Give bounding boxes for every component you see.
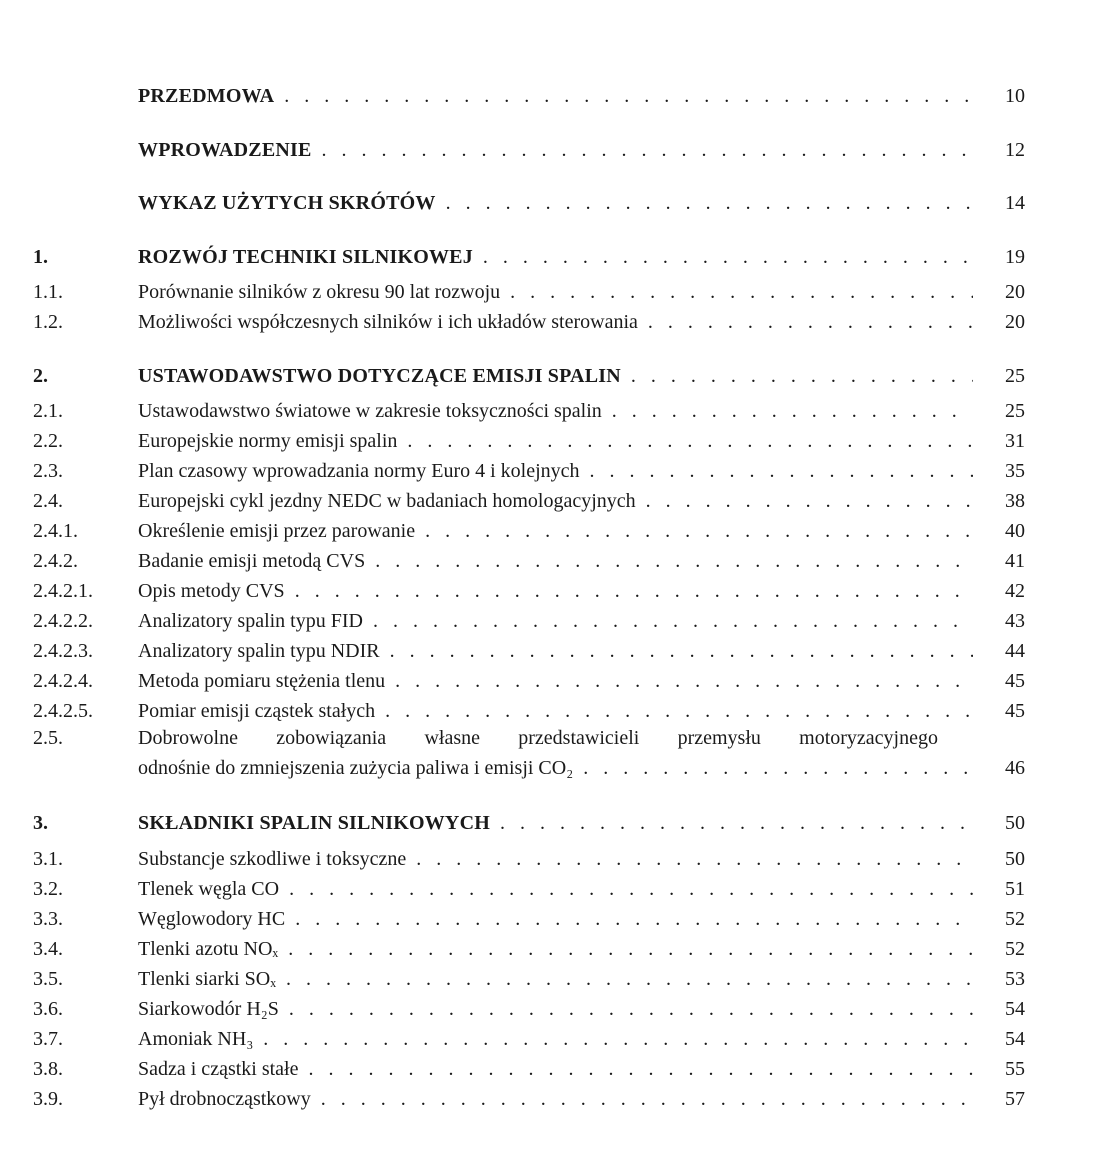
toc-entry [0,965,1098,993]
toc-number: 2. [33,365,48,387]
toc-title: Pył drobnocząstkowy . . . [138,1085,973,1113]
toc-number: 3.6. [33,998,63,1020]
toc-title: odnośnie do zmniejszenia zużycia paliwa i emisji CO₂ . . . [138,754,973,782]
toc-title: Tlenki azotu NOₓ . . . [138,935,973,963]
toc-entry-wykaz-skrotow [0,189,1098,217]
toc-number: 3.5. [33,968,63,990]
toc-title: Możliwości współczesnych silników i ich układów sterowania . . . [138,308,973,336]
toc-page-number: 38 [1005,490,1025,512]
toc-page-number: 52 [1005,938,1025,960]
toc-title: Analizatory spalin typu FID . . . [138,607,973,635]
toc-entry-przedmowa [0,82,1098,110]
toc-title: Tlenek węgla CO . . . [138,875,973,903]
toc-number: 3.1. [33,848,63,870]
toc-number: 2.4. [33,490,63,512]
toc-page-number: 50 [1005,812,1025,834]
toc-page-number: 35 [1005,460,1025,482]
toc-entry [0,667,1098,695]
toc-entry [0,697,1098,725]
toc-page-number: 42 [1005,580,1025,602]
toc-entry [0,487,1098,515]
toc-number: 2.3. [33,460,63,482]
toc-title: Badanie emisji metodą CVS . . . [138,547,973,575]
toc-entry [0,637,1098,665]
toc-title: SKŁADNIKI SPALIN SILNIKOWYCH . . . [138,809,973,837]
toc-number: 2.1. [33,400,63,422]
toc-title: Europejski cykl jezdny NEDC w badaniach homologacyjnych . . . [138,487,973,515]
toc-number: 1. [33,246,48,268]
toc-page-number: 40 [1005,520,1025,542]
toc-title: WYKAZ UŻYTYCH SKRÓTÓW . . . [138,189,973,217]
toc-entry [0,427,1098,455]
toc-entry [0,577,1098,605]
toc-chapter-3 [0,809,1098,837]
toc-title: Europejskie normy emisji spalin . . . [138,427,973,455]
toc-title: Opis metody CVS . . . [138,577,973,605]
toc-page-number: 54 [1005,1028,1025,1050]
toc-entry [0,905,1098,933]
toc-entry [0,607,1098,635]
toc-page-number: 41 [1005,550,1025,572]
toc-title: Dobrowolne zobowiązania własne przedstawicieli przemysłu motoryzacyjnego [138,727,938,749]
toc-number: 3.4. [33,938,63,960]
toc-title: Określenie emisji przez parowanie . . . [138,517,973,545]
toc-entry-wprowadzenie [0,136,1098,164]
toc-entry [0,724,1098,752]
toc-entry [0,547,1098,575]
toc-page-number: 46 [1005,757,1025,779]
toc-title: Amoniak NH₃ . . . [138,1025,973,1053]
toc-page-number: 25 [1005,365,1025,387]
toc-entry [0,845,1098,873]
toc-number: 3. [33,812,48,834]
toc-title: Pomiar emisji cząstek stałych . . . [138,697,973,725]
toc-number: 2.4.2.3. [33,640,93,662]
toc-number: 2.4.1. [33,520,78,542]
toc-number: 3.8. [33,1058,63,1080]
toc-entry [0,397,1098,425]
toc-page-number: 31 [1005,430,1025,452]
toc-page-number: 55 [1005,1058,1025,1080]
toc-page-number: 50 [1005,848,1025,870]
toc-page-number: 45 [1005,700,1025,722]
toc-number: 2.5. [33,727,63,749]
toc-entry [0,995,1098,1023]
toc-title: Ustawodawstwo światowe w zakresie toksyczności spalin . . . [138,397,973,425]
toc-page-number: 20 [1005,281,1025,303]
toc-title: Plan czasowy wprowadzania normy Euro 4 i kolejnych . . . [138,457,973,485]
toc-entry [0,935,1098,963]
toc-title: Węglowodory HC . . . [138,905,973,933]
toc-number: 3.9. [33,1088,63,1110]
toc-number: 1.2. [33,311,63,333]
toc-number: 2.4.2.2. [33,610,93,632]
toc-page-number: 54 [1005,998,1025,1020]
toc-entry [0,875,1098,903]
toc-title: ROZWÓJ TECHNIKI SILNIKOWEJ . . . [138,243,973,271]
toc-entry [0,457,1098,485]
toc-entry [0,308,1098,336]
toc-page-number: 25 [1005,400,1025,422]
toc-title: Metoda pomiaru stężenia tlenu . . . [138,667,973,695]
toc-number: 1.1. [33,281,63,303]
toc-title: PRZEDMOWA . . . [138,82,973,110]
toc-number: 2.4.2. [33,550,78,572]
toc-page-number: 51 [1005,878,1025,900]
toc-page-number: 20 [1005,311,1025,333]
toc-number: 3.2. [33,878,63,900]
toc-title: USTAWODAWSTWO DOTYCZĄCE EMISJI SPALIN . . . [138,362,973,390]
toc-entry [0,1025,1098,1053]
toc-entry-continuation [0,754,1098,782]
toc-page-number: 45 [1005,670,1025,692]
toc-page-number: 53 [1005,968,1025,990]
toc-chapter-1 [0,243,1098,271]
toc-page-number: 57 [1005,1088,1025,1110]
toc-entry [0,1055,1098,1083]
toc-chapter-2 [0,362,1098,390]
toc-number: 3.7. [33,1028,63,1050]
toc-page-number: 12 [1005,139,1025,161]
toc-entry [0,1085,1098,1113]
toc-page-number: 52 [1005,908,1025,930]
toc-entry [0,517,1098,545]
toc-number: 2.4.2.1. [33,580,93,602]
toc-number: 3.3. [33,908,63,930]
toc-number: 2.2. [33,430,63,452]
toc-title: Analizatory spalin typu NDIR . . . [138,637,973,665]
toc-page-number: 44 [1005,640,1025,662]
toc-number: 2.4.2.4. [33,670,93,692]
toc-title: Tlenki siarki SOₓ . . . [138,965,973,993]
toc-page-number: 43 [1005,610,1025,632]
toc-page-number: 10 [1005,85,1025,107]
toc-entry [0,278,1098,306]
toc-title: Porównanie silników z okresu 90 lat rozwoju . . . [138,278,973,306]
toc-title: Sadza i cząstki stałe . . . [138,1055,973,1083]
toc-page-number: 14 [1005,192,1025,214]
toc-title: Siarkowodór H₂S . . . [138,995,973,1023]
toc-title: Substancje szkodliwe i toksyczne . . . [138,845,973,873]
toc-page-number: 19 [1005,246,1025,268]
toc-title: WPROWADZENIE . . . [138,136,973,164]
toc-number: 2.4.2.5. [33,700,93,722]
